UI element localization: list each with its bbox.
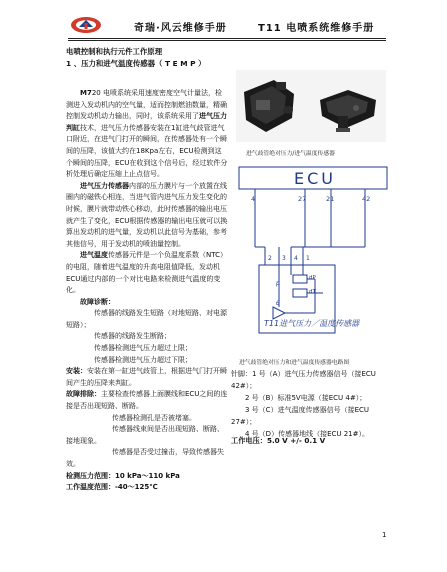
sensor-pin: 1 <box>306 255 310 262</box>
intro-text-continued: 技术，进气压力传感器安装在1缸进气歧管进气口附近，在进气门打开的瞬间，在传感器处有一个瞬间的压降，该值大约在18Kpa左右，ECU检测到这个瞬间的压降，ECU在收到这个信号后，经过软件分析处理后确定压缩上止点信号。 <box>66 123 228 179</box>
temp-sensor-text: 传感器元件是一个负温度系数（NTC）的电阻，随着进气温度的升高电阻值降低，发动机ECU通过内部的一个对比电路来检测进气温度的变化。 <box>66 251 227 295</box>
temp-sensor-paragraph <box>66 250 228 296</box>
resistor <box>293 275 307 283</box>
intro-paragraph <box>66 88 228 181</box>
chery-logo <box>70 16 102 34</box>
troubleshooting-paragraph <box>66 389 228 412</box>
header-divider-secondary <box>68 40 386 41</box>
ecu-label: ECU <box>294 169 336 188</box>
manual-title-left: 奇瑞·风云维修手册 <box>134 23 227 34</box>
pinout-item: 3 号（C）进气温度传感器信号（接ECU 27#）； <box>231 406 370 426</box>
circuit-caption: 进气歧管绝对压力和进气温度传感器电路图 <box>239 360 350 366</box>
temperature-range: 工作温度范围：-40～125℃ <box>66 483 158 492</box>
installation-label: 安装： <box>66 367 87 376</box>
diagnosis-item: 传感器检测进气压力超过下限； <box>94 355 192 364</box>
pinout-item <box>231 368 391 392</box>
operating-voltage: 工作电压：5.0 V +/- 0.1 V <box>231 436 326 445</box>
left-column <box>66 88 228 494</box>
diagnosis-heading: 故障诊断： <box>80 297 115 306</box>
sensor-handwritten-label: T11进气压力／温度传感器 <box>264 319 360 328</box>
sensor-pin: 2 <box>268 255 272 262</box>
ecu-pin: 21 <box>326 195 335 203</box>
ecu-pin: 4 <box>251 195 256 203</box>
section-title: 电喷控制和执行元件工作原理 <box>66 47 163 56</box>
installation-text: 安装在第一缸进气歧管上，根据进气门打开瞬间产生的压降来判缸。 <box>66 367 227 387</box>
ecu-pin: 42 <box>362 195 371 203</box>
pinout-item-text: 1 号（A）进气压力传感器信号（接ECU 42#）； <box>231 370 376 390</box>
pressure-symbol: p <box>276 280 280 287</box>
pressure-sensor-paragraph <box>66 181 228 251</box>
manual-title-right: T11 电喷系统维修手册 <box>258 23 375 34</box>
section-subtitle: 1 、压力和进气温度传感器（ T E M P ） <box>66 59 206 68</box>
pressure-sensor-text: 内部的压力膜片与一个放置在线圈内的磁铁心相连，当进气管内进气压力发生变化的时候，膜片就带动铁心移动，此时传感器的输出电压就产生了变化，ECU根据传感器的输出电压就可以换算出发动机的进气量，发动机以此信号为基础，参考其他信号，用于发动机的喷油量控制。 <box>66 181 228 248</box>
troubleshooting-item: 传感器线束间是否出现短路、断路、接地现象。 <box>66 425 224 445</box>
sensor-photo <box>236 70 386 142</box>
dp-label: dP <box>309 275 316 281</box>
intro-highlight: 进气压力判缸 <box>66 112 227 132</box>
resistor <box>293 289 307 297</box>
troubleshooting-text: 主要检查传感器上面膜线和ECU之间的连接是否出现短路、断路。 <box>66 390 228 411</box>
diagnosis-item: 传感器检测进气压力超过上限； <box>94 344 192 353</box>
diagnosis-item: 传感器的线路发生断路； <box>94 332 171 341</box>
troubleshooting-item: 传感器检测孔是否被堵塞。 <box>112 413 196 422</box>
diagnosis-item: 传感器的线路发生短路（对地短路、对电源短路）； <box>66 309 227 329</box>
pressure-range: 检测压力范围：10 kPa～110 kPa <box>66 471 180 480</box>
page-number: 1 <box>382 531 387 539</box>
temperature-symbol: θ <box>276 300 280 307</box>
pinout-lead: 针脚： <box>231 370 252 378</box>
dt-label: dT <box>309 289 316 295</box>
temp-sensor-heading: 进气温度 <box>80 251 108 260</box>
pinout-item: 2 号（B）标准5V电源（接ECU 4#）； <box>245 394 367 402</box>
installation-paragraph <box>66 366 228 389</box>
header-divider <box>68 38 386 39</box>
troubleshooting-item: 传感器是否受过撞击，导致传感器失效。 <box>66 448 224 468</box>
sensor-pin: 3 <box>282 255 286 262</box>
pinout-section <box>231 368 391 440</box>
pressure-sensor-heading: 进气压力传感器 <box>80 181 129 190</box>
troubleshooting-label: 故障排除： <box>66 390 101 399</box>
intro-text: 20 电喷系统采用速度密度空气计量法，检测进入发动机内的空气量，适而控制燃油数量，精确控制发动机动力输出，同时，该系统采用了 <box>66 89 227 121</box>
photo-caption: 进气歧管绝对压力/进气温度传感器 <box>246 151 335 157</box>
ecu-pin: 27 <box>298 195 307 203</box>
sensor-pin: 4 <box>294 255 298 262</box>
system-name: M7 <box>80 89 92 97</box>
pinout-item: 4 号（D）传感器地线（接ECU 21#）。 <box>245 430 370 438</box>
